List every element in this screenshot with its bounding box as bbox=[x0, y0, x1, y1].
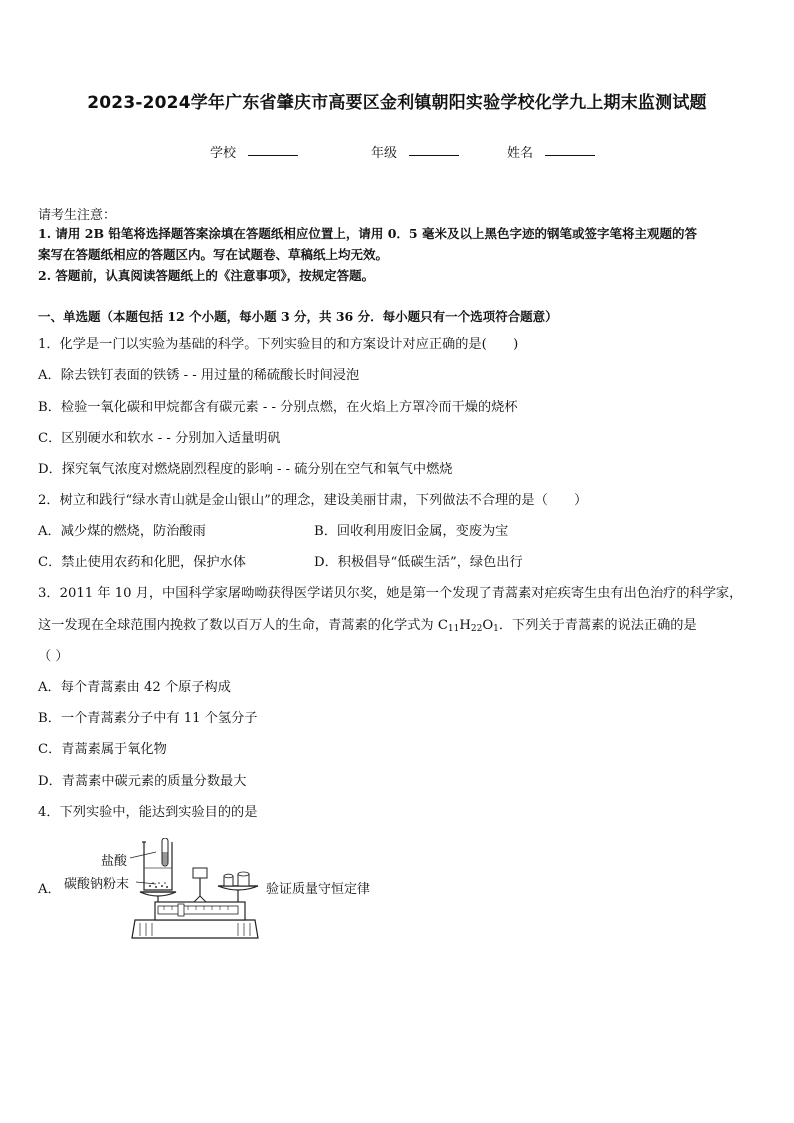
page-title: 2023-2024学年广东省肇庆市高要区金利镇朝阳实验学校化学九上期末监测试题 bbox=[87, 93, 707, 113]
fig-label-powder: 碳酸钠粉末 bbox=[64, 877, 130, 892]
school-blank[interactable] bbox=[248, 142, 298, 156]
q3-stem-line-3: （ ） bbox=[38, 649, 69, 664]
q2-stem: 2．树立和践行“绿水青山就是金山银山”的理念，建设美丽甘肃，下列做法不合理的是（ ） bbox=[38, 493, 588, 508]
q2-option-a: A．减少煤的燃烧，防治酸雨 bbox=[38, 524, 206, 539]
q3-option-c: C．青蒿素属于氧化物 bbox=[38, 742, 167, 757]
notice-item-2: 2. 答题前，认真阅读答题纸上的《注意事项》，按规定答题。 bbox=[38, 268, 375, 283]
q2-option-c: C．禁止使用农药和化肥，保护水体 bbox=[38, 555, 246, 570]
q1-stem: 1．化学是一门以实验为基础的科学。下列实验目的和方案设计对应正确的是( ) bbox=[38, 337, 519, 352]
q2-option-b: B．回收利用废旧金属，变废为宝 bbox=[314, 524, 509, 539]
q4-option-a-text: 验证质量守恒定律 bbox=[266, 882, 371, 897]
name-label: 姓名 bbox=[507, 146, 534, 161]
grade-blank[interactable] bbox=[409, 142, 459, 156]
q1-option-b: B．检验一氧化碳和甲烷都含有碳元素 - - 分别点燃，在火焰上方罩冷而干燥的烧杯 bbox=[38, 400, 518, 415]
name-field bbox=[507, 142, 533, 161]
name-blank[interactable] bbox=[545, 142, 595, 156]
notice-item-1-line-2: 案写在答题纸相应的答题区内。写在试题卷、草稿纸上均无效。 bbox=[38, 247, 389, 262]
notice-item-1-line-1: 1. 请用 2B 铅笔将选择题答案涂填在答题纸相应位置上，请用 0．5 毫米及以上黑色字迹的钢笔或签字笔将主观题的答 bbox=[38, 226, 697, 241]
q2-option-d: D．积极倡导“低碳生活”，绿色出行 bbox=[314, 555, 523, 570]
q3-option-a: A．每个青蒿素由 42 个原子构成 bbox=[38, 680, 231, 695]
grade-label: 年级 bbox=[371, 146, 398, 161]
q1-option-a: A．除去铁钉表面的铁锈 - - 用过量的稀硫酸长时间浸泡 bbox=[38, 368, 360, 383]
q1-option-c: C．区别硬水和软水 - - 分别加入适量明矾 bbox=[38, 431, 281, 446]
notice-heading: 请考生注意： bbox=[38, 208, 117, 223]
school-field bbox=[210, 142, 236, 161]
q4-stem: 4．下列实验中，能达到实验目的的是 bbox=[38, 805, 258, 820]
q1-option-d: D．探究氧气浓度对燃烧剧烈程度的影响 - - 硫分别在空气和氧气中燃烧 bbox=[38, 462, 453, 477]
q3-option-b: B．一个青蒿素分子中有 11 个氢分子 bbox=[38, 711, 258, 726]
q3-option-d: D．青蒿素中碳元素的质量分数最大 bbox=[38, 774, 247, 789]
section-heading: 一、单选题（本题包括 12 个小题，每小题 3 分，共 36 分．每小题只有一个选项符合题意） bbox=[38, 309, 558, 324]
grade-field bbox=[371, 142, 397, 161]
school-label: 学校 bbox=[210, 146, 237, 161]
q4-option-a-label: A． bbox=[38, 882, 61, 897]
q3-stem-line-1: 3．2011 年 10 月，中国科学家屠呦呦获得医学诺贝尔奖，她是第一个发现了青蒿素对疟疾寄生虫有出色治疗的科学家， bbox=[38, 586, 743, 601]
q3-stem-line-2: 这一发现在全球范围内挽救了数以百万人的生命，青蒿素的化学式为 $C_{11}H_{22}O_1$．下列关于青蒿素的说法正确的是 bbox=[38, 618, 697, 634]
fig-label-acid: 盐酸 bbox=[101, 854, 128, 869]
